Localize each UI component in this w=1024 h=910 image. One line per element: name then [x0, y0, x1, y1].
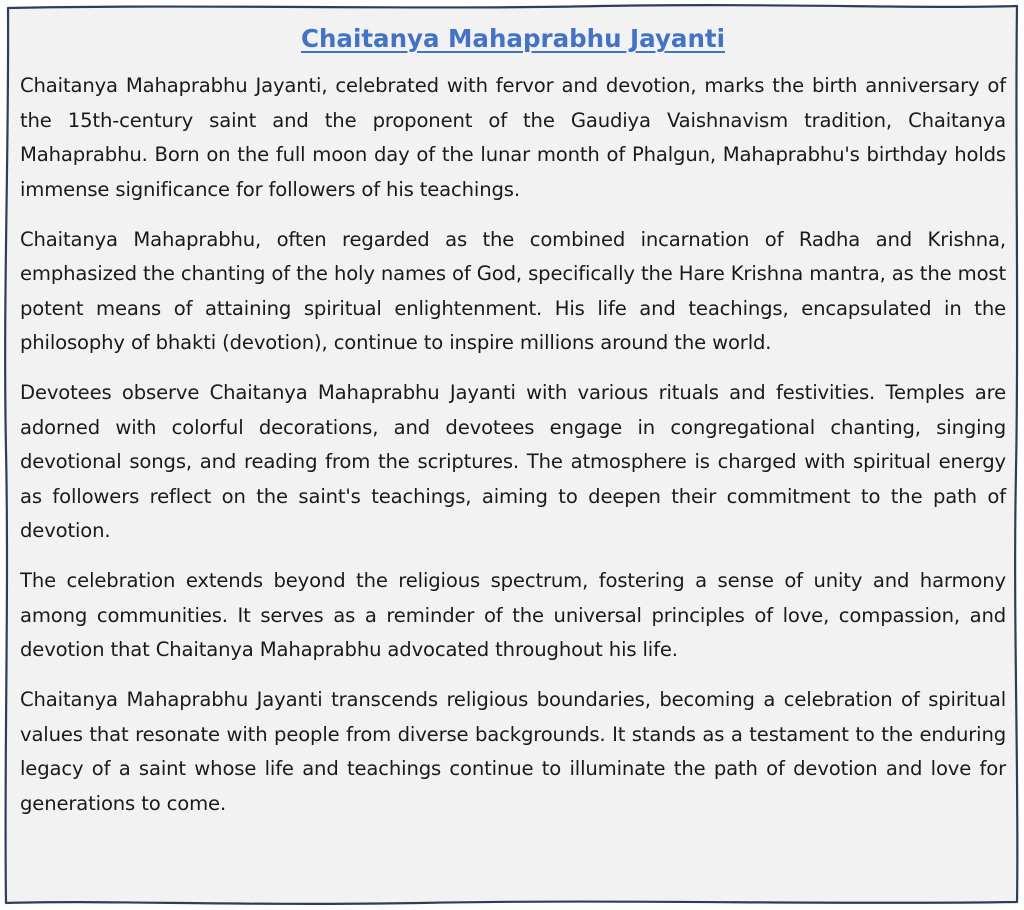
- document-title: Chaitanya Mahaprabhu Jayanti: [300, 24, 725, 53]
- paragraph-3: Devotees observe Chaitanya Mahaprabhu Jayanti with various rituals and festivities. Temples are adorned with colorful decorations, and devotees engage in congregational chanting, singing devotional songs, and reading from the scriptures. The atmosphere is charged with spiritual energy as followers reflect on the saint's teachings, aiming to deepen their commitment to the path of devotion.: [20, 381, 1006, 543]
- paragraph-5: Chaitanya Mahaprabhu Jayanti transcends religious boundaries, becoming a celebration of spiritual values that resonate with people from diverse backgrounds. It stands as a testament to the enduring legacy of a saint whose life and teachings continue to illuminate the path of devotion and love for generations to come.: [20, 688, 1006, 815]
- paragraph-4: The celebration extends beyond the religious spectrum, fostering a sense of unity and harmony among communities. It serves as a reminder of the universal principles of love, compassion, and devotion that Chaitanya Mahaprabhu advocated throughout his life.: [20, 569, 1006, 662]
- paragraph-1: Chaitanya Mahaprabhu Jayanti, celebrated with fervor and devotion, marks the birth anniversary of the 15th-century saint and the proponent of the Gaudiya Vaishnavism tradition, Chaitanya Mahaprabhu. Born on the full moon day of the lunar month of Phalgun, Mahaprabhu's birthday holds immense significance for followers of his teachings.: [20, 74, 1006, 201]
- document-body: [20, 22, 1006, 837]
- paragraph-2: Chaitanya Mahaprabhu, often regarded as the combined incarnation of Radha and Krishna, emphasized the chanting of the holy names of God, specifically the Hare Krishna mantra, as the most potent means of attaining spiritual enlightenment. His life and teachings, encapsulated in the philosophy of bhakti (devotion), continue to inspire millions around the world.: [20, 227, 1006, 355]
